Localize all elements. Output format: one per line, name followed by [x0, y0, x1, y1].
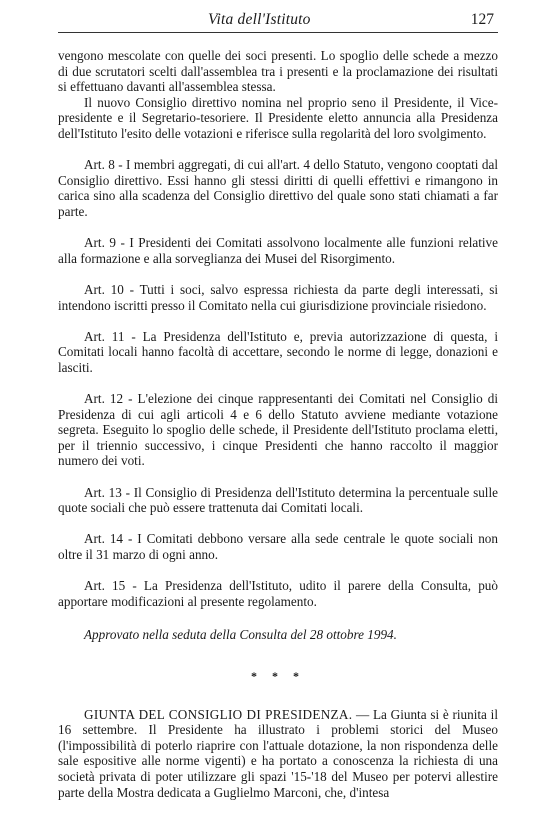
giunta-heading: GIUNTA DEL CONSIGLIO DI PRESIDENZA. — [84, 706, 353, 722]
paragraph-consiglio: Il nuovo Consiglio direttivo nomina nel proprio seno il Presidente, il Vice-presidente e il Segretario-tesoriere. Il Presidente eletto annuncia alla Presidenza dell'Istituto l'esito delle votazioni e riferisce sulla regolarità del loro svolgimento. — [58, 94, 498, 141]
article-10: Art. 10 - Tutti i soci, salvo espressa richiesta da parte degli interessati, si intendono iscritti presso il Comitato nella cui giurisdizione provinciale risiedono. — [58, 281, 498, 313]
article-9: Art. 9 - I Presidenti dei Comitati assolvono localmente alle funzioni relative alla formazione e alla sorveglianza dei Musei del Risorgimento. — [58, 235, 498, 266]
article-12: Art. 12 - L'elezione dei cinque rappresentanti dei Comitati nel Consiglio di Presidenza di cui agli articoli 4 e 6 dello Statuto avviene mediante votazione segreta. Eseguito lo spoglio delle schede, il Presidente dell'Istituto proclama eletti, per il triennio successivo, i cinque Presidenti che hanno raccolto il maggior numero dei voti. — [58, 391, 498, 469]
article-8: Art. 8 - I membri aggregati, di cui all'art. 4 dello Statuto, vengono cooptati dal Consiglio direttivo. Essi hanno gli stessi diritti di quelli effettivi e rimangono in carica sino alla scadenza del Consiglio direttivo del quale sono stati chiamati a far parte. — [58, 157, 498, 219]
article-14: Art. 14 - I Comitati debbono versare alla sede centrale le quote sociali non oltre il 31 marzo di ogni anno. — [58, 531, 498, 562]
giunta-paragraph — [58, 707, 498, 801]
page-number: 127 — [470, 11, 494, 28]
running-title: Vita dell'Istituto — [208, 11, 311, 28]
giunta-text: — La Giunta si è riunita il 16 settembre. Il Presidente ha illustrato i problemi storici del Museo (l'impossibilità di poterlo riaprire con l'attuale dotazione, la non rispondenza delle sale espositive alle norme vigenti) e ha portato a conoscenza la richiesta di una società privata di poter utilizzare gli spazi '15-'18 del Museo per potervi allestire parte della Mostra dedicata a Guglielmo Marconi, che, d'intesa — [58, 706, 498, 800]
paragraph-continuation: vengono mescolate con quelle dei soci presenti. Lo spoglio delle schede a mezzo di due scrutatori scelti dall'assemblea tra i presenti e la proclamazione dei risultati si effettuano davanti all'assemblea stessa. — [58, 48, 498, 95]
article-11: Art. 11 - La Presidenza dell'Istituto e, previa autorizzazione di questa, i Comitati locali hanno facoltà di accettare, secondo le norme di legge, donazioni e lasciti. — [58, 328, 498, 375]
running-header — [58, 6, 498, 33]
body-text — [58, 48, 498, 800]
article-13: Art. 13 - Il Consiglio di Presidenza dell'Istituto determina la percentuale sulle quote sociali che può essere trattenuta dai Comitati locali. — [58, 484, 498, 516]
approval-note: Approvato nella seduta della Consulta del 28 ottobre 1994. — [84, 627, 397, 643]
section-separator: * * * — [251, 668, 305, 683]
article-15: Art. 15 - La Presidenza dell'Istituto, udito il parere della Consulta, può apportare modificazioni al presente regolamento. — [58, 578, 498, 609]
